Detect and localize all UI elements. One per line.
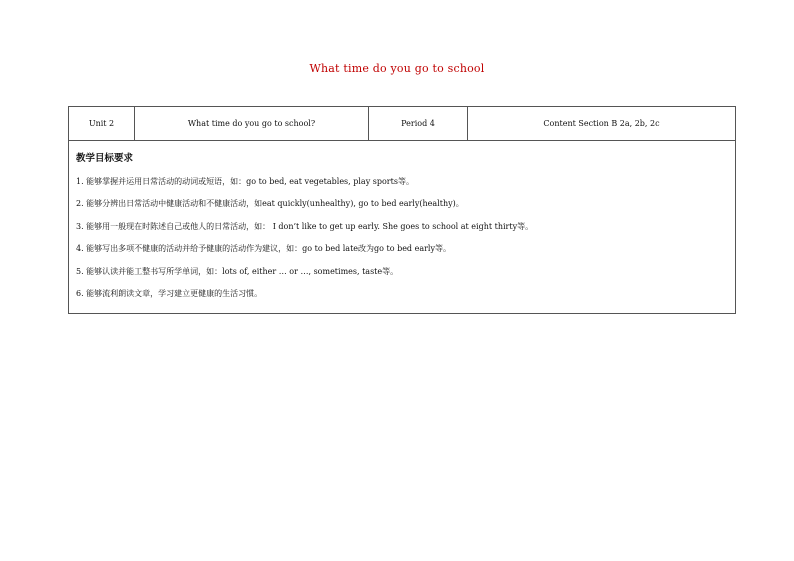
lesson-plan-table [68,106,736,314]
objective-item: 4. 能够写出多项不健康的活动并给予健康的活动作为建议，如：go to bed late改为go to bed early等。 [76,244,452,254]
period-cell: Period 4 [369,107,468,141]
objective-item: 3. 能够用一般现在时陈述自己或他人的日常活动，如： I don’t like to get up early. She goes to school at eight thirty等。 [76,221,534,231]
table-header-row [69,107,736,141]
objective-item: 2. 能够分辨出日常活动中健康活动和不健康活动，如eat quickly(unhealthy), go to bed early(healthy)。 [76,199,464,209]
objectives-row [69,141,736,314]
objectives-cell [69,141,736,314]
unit-cell: Unit 2 [69,107,135,141]
objective-item: 6. 能够流利朗读文章，学习建立更健康的生活习惯。 [76,288,263,298]
objective-item: 5. 能够认读并能工整书写所学单词，如：lots of, either … or …, sometimes, taste等。 [76,266,399,276]
section-heading: 教学目标要求 [76,153,134,164]
objective-item: 1. 能够掌握并运用日常活动的动词或短语，如：go to bed, eat vegetables, play sports等。 [76,177,414,186]
lesson-title-cell: What time do you go to school? [135,107,369,141]
page-title: What time do you go to school [309,62,485,75]
content-cell: Content Section B 2a, 2b, 2c [468,107,736,141]
